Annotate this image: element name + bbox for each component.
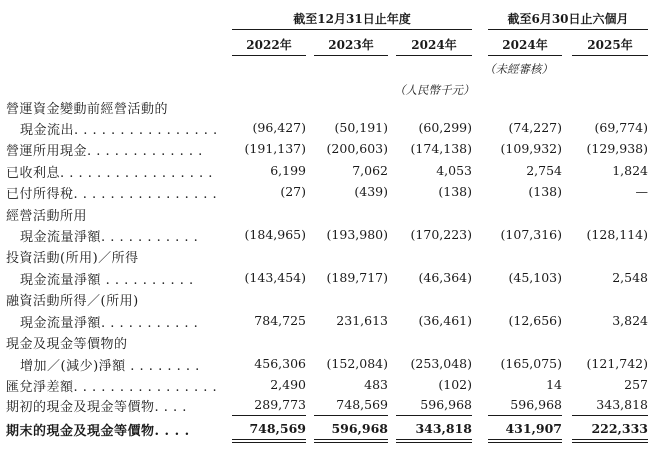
cell-2024: (46,364): [418, 270, 472, 285]
total-double-rule-b-2024: [396, 442, 472, 443]
cell-2025-h1: (121,742): [586, 356, 648, 371]
cell-2024-h1: 596,968: [510, 397, 562, 412]
total-double-rule-a-2023: [314, 439, 388, 440]
cell-2024-h1: 14: [546, 377, 562, 392]
cell-2024: (174,138): [410, 141, 472, 156]
cell-2023: (200,603): [326, 141, 388, 156]
cell-2024: (253,048): [410, 356, 472, 371]
cell-2022: (27): [280, 184, 306, 199]
cell-2025-h1: 1,824: [612, 163, 648, 178]
total-double-rule-b-2023: [314, 442, 388, 443]
year-underline-2022: [232, 55, 306, 56]
year-header-2022: 2022年: [246, 38, 292, 52]
subtotal-rule-2024-h1: [488, 415, 562, 416]
subtotal-rule-2024: [396, 415, 472, 416]
total-double-rule-b-2022: [232, 442, 306, 443]
row-label-total: 期末的現金及現金等價物. . . .: [6, 424, 190, 439]
cell-2025-h1: 257: [624, 377, 648, 392]
row-label-line2: 現金流量淨額. . . . . . . . . . .: [20, 316, 199, 331]
unaudited-note: （未經審核）: [484, 62, 553, 76]
header-group-year-end-underline: [232, 29, 472, 30]
row-label-line2: 增加／(減少)淨額 . . . . . . . .: [20, 359, 200, 374]
row-label-line1: 投資活動(所用)／所得: [6, 251, 139, 266]
cell-2024: (36,461): [418, 313, 472, 328]
row-label-line1: 經營活動所用: [6, 209, 88, 224]
cell-2025-h1: (128,114): [586, 227, 648, 242]
row-label: 已收利息. . . . . . . . . . . . . . . . .: [6, 166, 213, 181]
cell-2023: (189,717): [326, 270, 388, 285]
cell-2024: (102): [438, 377, 472, 392]
total-cell-2022: 748,569: [249, 421, 306, 436]
cell-2022: 456,306: [254, 356, 306, 371]
total-double-rule-a-2024: [396, 439, 472, 440]
total-double-rule-b-2024-h1: [488, 442, 562, 443]
cell-2024: (170,223): [410, 227, 472, 242]
header-group-six-months: 截至6月30日止六個月: [507, 12, 629, 26]
cell-2023: (193,980): [326, 227, 388, 242]
cell-2023: 483: [364, 377, 388, 392]
year-underline-2023: [314, 55, 388, 56]
total-cell-2025-h1: 222,333: [591, 421, 648, 436]
cell-2024-h1: (109,932): [500, 141, 562, 156]
cell-2025-h1: 2,548: [612, 270, 648, 285]
year-underline-2024: [396, 55, 472, 56]
year-underline-2025-h1: [572, 55, 648, 56]
subtotal-rule-2022: [232, 415, 306, 416]
row-label: 期初的現金及現金等價物. . . .: [6, 400, 187, 415]
year-header-2025-h1: 2025年: [587, 38, 633, 52]
year-header-2024: 2024年: [411, 38, 457, 52]
row-label: 匯兌淨差額. . . . . . . . . . . . . . . .: [6, 380, 218, 395]
cell-2022: 2,490: [270, 377, 306, 392]
total-double-rule-b-2025-h1: [572, 442, 648, 443]
cell-2023: (439): [354, 184, 388, 199]
cell-2024-h1: (107,316): [500, 227, 562, 242]
total-cell-2024-h1: 431,907: [505, 421, 562, 436]
total-cell-2024: 343,818: [415, 421, 472, 436]
cell-2023: (50,191): [334, 120, 388, 135]
cell-2022: 784,725: [254, 313, 306, 328]
row-label-line1: 營運資金變動前經營活動的: [6, 102, 169, 117]
cell-2024: 4,053: [436, 163, 472, 178]
header-group-year-end: 截至12月31日止年度: [293, 12, 411, 26]
total-cell-2023: 596,968: [331, 421, 388, 436]
cell-2022: 6,199: [270, 163, 306, 178]
cell-2024-h1: 2,754: [526, 163, 562, 178]
cell-2022: (191,137): [244, 141, 306, 156]
subtotal-rule-2023: [314, 415, 388, 416]
cell-2025-h1: —: [635, 184, 648, 199]
cell-2024: 596,968: [420, 397, 472, 412]
cell-2023: 748,569: [336, 397, 388, 412]
cell-2024-h1: (74,227): [508, 120, 562, 135]
cell-2024-h1: (45,103): [508, 270, 562, 285]
cell-2024: (138): [438, 184, 472, 199]
cell-2023: 231,613: [336, 313, 388, 328]
row-label-line1: 現金及現金等價物的: [6, 337, 128, 352]
cell-2024-h1: (12,656): [508, 313, 562, 328]
cell-2022: 289,773: [254, 397, 306, 412]
year-underline-2024-h1: [488, 55, 562, 56]
cell-2025-h1: (69,774): [594, 120, 648, 135]
currency-unit: （人民幣千元）: [394, 83, 475, 97]
row-label-line2: 現金流量淨額 . . . . . . . . . .: [20, 273, 194, 288]
header-group-six-months-underline: [488, 29, 648, 30]
row-label: 營運所用現金. . . . . . . . . . . . .: [6, 144, 203, 159]
cell-2022: (96,427): [252, 120, 306, 135]
cell-2022: (184,965): [244, 227, 306, 242]
cell-2025-h1: 343,818: [596, 397, 648, 412]
cell-2024-h1: (165,075): [500, 356, 562, 371]
cell-2024-h1: (138): [528, 184, 562, 199]
cell-2023: (152,084): [326, 356, 388, 371]
cell-2025-h1: (129,938): [586, 141, 648, 156]
total-double-rule-a-2024-h1: [488, 439, 562, 440]
cell-2023: 7,062: [352, 163, 388, 178]
row-label-line2: 現金流出. . . . . . . . . . . . . . . .: [20, 123, 218, 138]
row-label: 已付所得稅. . . . . . . . . . . . . . . .: [6, 187, 218, 202]
year-header-2023: 2023年: [328, 38, 374, 52]
cell-2022: (143,454): [244, 270, 306, 285]
row-label-line1: 融資活動所得／(所用): [6, 294, 139, 309]
total-double-rule-a-2022: [232, 439, 306, 440]
cell-2024: (60,299): [418, 120, 472, 135]
cell-2025-h1: 3,824: [612, 313, 648, 328]
subtotal-rule-2025-h1: [572, 415, 648, 416]
total-double-rule-a-2025-h1: [572, 439, 648, 440]
year-header-2024-h1: 2024年: [502, 38, 548, 52]
row-label-line2: 現金流量淨額. . . . . . . . . . .: [20, 230, 199, 245]
